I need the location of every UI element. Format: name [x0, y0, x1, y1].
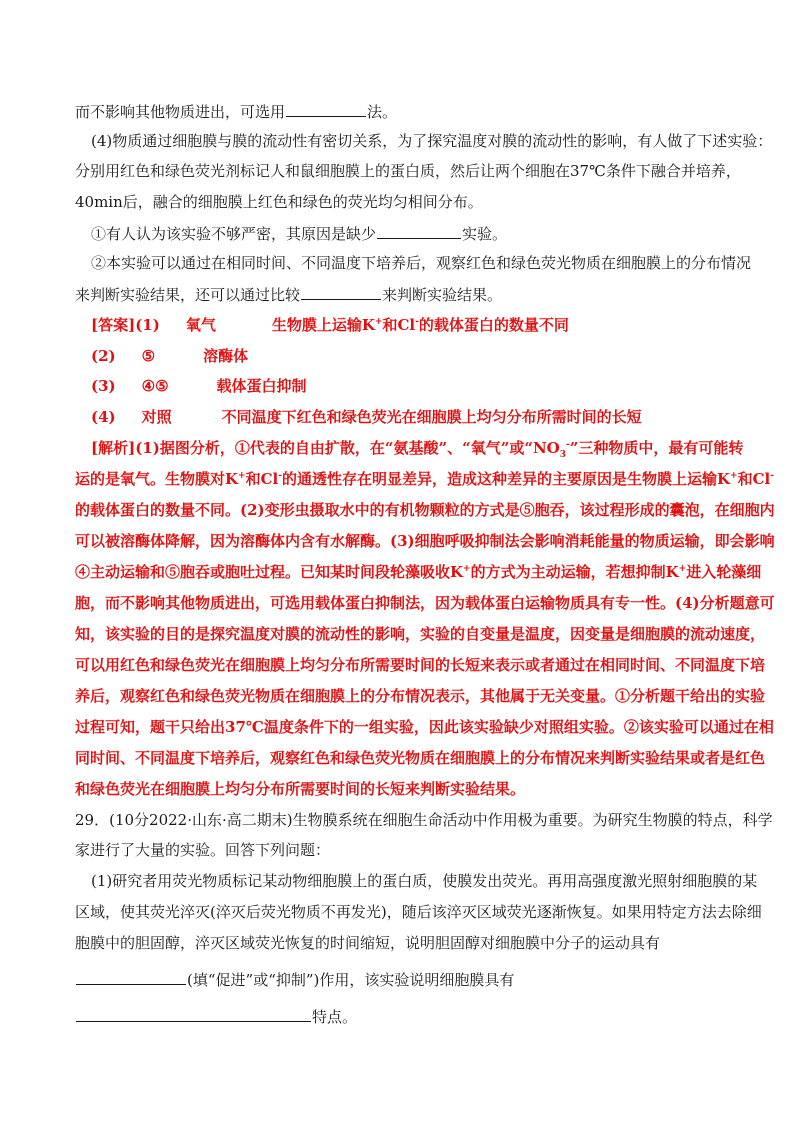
text: 特点。: [312, 1008, 358, 1026]
text: 来判断实验结果，还可以通过比较: [75, 286, 301, 304]
text-line: [75, 283, 502, 305]
question-29-line: 29．(10分2022·山东·高二期末)生物膜系统在细胞生命活动中作用极为重要。为研究生物膜的特点，科学: [75, 811, 773, 829]
superscript: -: [278, 471, 282, 481]
analysis-line: 过程可知，题干只给出37℃温度条件下的一组实验，因此该实验缺少对照组实验。②该实验可以通过在相: [75, 718, 774, 736]
answer-text: 不同温度下红色和绿色荧光在细胞膜上均匀分布所需时间的长短: [221, 408, 642, 426]
answer-text: 的载体蛋白的数量不同: [418, 316, 569, 334]
analysis-line: 知，该实验的目的是探究温度对膜的流动性的影响，实验的自变量是温度，因变量是细胞膜的流动速度，: [75, 625, 766, 643]
superscript: +: [678, 564, 687, 574]
answer-text: 载体蛋白抑制: [216, 377, 307, 395]
analysis-line: 养后，观察红色和绿色荧光物质在细胞膜上的分布情况表示，其他属于无关变量。①分析题干给出的实验: [75, 687, 766, 705]
analysis-line: 同时间、不同温度下培养后，观察红色和绿色荧光物质在细胞膜上的分布情况来判断实验结果或者是红色: [75, 749, 766, 767]
analysis-text: ”三种物质中，最有可能转: [569, 439, 744, 457]
answer-text: 对照: [141, 408, 172, 426]
superscript: +: [374, 317, 383, 327]
text-line: 40min后，融合的细胞膜上红色和绿色的荧光均匀相间分布。: [75, 193, 483, 211]
answer-text: 氧气: [185, 316, 216, 334]
text: 法。: [367, 103, 398, 121]
answer-label: (3): [91, 377, 116, 395]
answer-line-1: [91, 315, 569, 335]
question-29-line: 胞膜中的胆固醇，淬灭区域荧光恢复的时间缩短，说明胆固醇对细胞膜中分子的运动具有: [75, 934, 661, 952]
question-29-line: 区域，使其荧光淬灭(淬灭后荧光物质不再发光)，随后该淬灭区域荧光逐渐恢复。如果用特定方法去除细: [75, 903, 762, 921]
answer-label: (4): [91, 408, 116, 426]
analysis-text: 和Cl: [245, 470, 279, 488]
text-line: ②本实验可以通过在相同时间、不同温度下培养后，观察红色和绿色荧光物质在细胞膜上的分布情况: [91, 254, 752, 272]
answer-line-2: [91, 346, 248, 366]
superscript: -: [415, 317, 419, 327]
text-line: [91, 222, 507, 244]
text-line: 分别用红色和绿色荧光剂标记人和鼠细胞膜上的蛋白质，然后让两个细胞在37℃条件下融合并培养，: [75, 162, 741, 180]
analysis-line: 的载体蛋白的数量不同。(2)变形虫摄取水中的有机物颗粒的方式是⑤胞吞，该过程形成的囊泡，在细胞内: [75, 501, 775, 519]
superscript: +: [238, 471, 246, 481]
text-line: (4)物质通过细胞膜与膜的流动性有密切关系，为了探究温度对膜的流动性的影响，有人做了下述实验：: [91, 132, 773, 150]
text: 而不影响其他物质进出，可选用: [75, 103, 286, 121]
answer-blank: [76, 968, 186, 985]
superscript: -: [566, 440, 570, 450]
analysis-text: 运的是氧气。生物膜对K: [75, 470, 239, 488]
question-29-line: [75, 968, 514, 990]
analysis-text: 进入轮藻细: [686, 563, 762, 581]
analysis-text: 和Cl: [737, 470, 771, 488]
text-line: [75, 100, 397, 122]
text: (填“促进”或“抑制”)作用，该实验说明细胞膜具有: [187, 971, 515, 989]
answer-text: 溶酶体: [203, 347, 249, 365]
answer-blank: [76, 1005, 311, 1022]
text: 来判断实验结果。: [382, 286, 503, 304]
superscript: -: [770, 471, 774, 481]
answer-label: (2): [91, 347, 116, 365]
answer-blank: [377, 222, 461, 239]
analysis-line: 胞，而不影响其他物质进出，可选用载体蛋白抑制法，因为载体蛋白运输物质具有专一性。(4)分析题意可: [75, 594, 775, 612]
answer-text: 和Cl: [382, 316, 416, 334]
analysis-text: ④主动运输和⑤胞吞或胞吐过程。已知某时间段轮藻吸收K: [75, 563, 464, 581]
superscript: +: [730, 471, 738, 481]
answer-text: ⑤: [141, 347, 156, 365]
answer-text: ④⑤: [141, 377, 169, 395]
answer-blank: [301, 283, 381, 300]
answer-blank: [286, 100, 366, 117]
analysis-line: [75, 562, 761, 582]
question-29-line: [75, 1005, 357, 1027]
analysis-line: [75, 469, 774, 489]
analysis-line: 可以用红色和绿色荧光在细胞膜上均匀分布所需要时间的长短来表示或者通过在相同时间、不同温度下培: [75, 656, 766, 674]
answer-line-3: [91, 376, 307, 396]
superscript: +: [463, 564, 471, 574]
analysis-text: 的方式为主动运输，若想抑制K: [470, 563, 679, 581]
analysis-line: [91, 438, 743, 458]
text: ①有人认为该实验不够严密，其原因是缺少: [91, 225, 377, 243]
text: 实验。: [462, 225, 508, 243]
answer-label: [答案](1): [91, 316, 160, 334]
question-29-line: 家进行了大量的实验。回答下列问题：: [75, 841, 331, 859]
analysis-line: 和绿色荧光在细胞膜上均匀分布所需要时间的长短来判断实验结果。: [75, 780, 526, 798]
question-29-line: (1)研究者用荧光物质标记某动物细胞膜上的蛋白质，使膜发出荧光。再用高强度激光照射细胞膜的某: [91, 872, 758, 890]
answer-text: 生物膜上运输K: [271, 316, 375, 334]
answer-line-4: [91, 407, 642, 427]
subscript: 3: [559, 450, 567, 460]
analysis-text: 的通透性存在明显差异，造成这种差异的主要原因是生物膜上运输K: [281, 470, 731, 488]
analysis-line: 可以被溶酶体降解，因为溶酶体内含有水解酶。(3)细胞呼吸抑制法会影响消耗能量的物质运输，即会影响: [75, 532, 775, 550]
analysis-text: [解析](1)据图分析，①代表的自由扩散，在“氨基酸”、“氧气”或“NO: [91, 439, 560, 457]
